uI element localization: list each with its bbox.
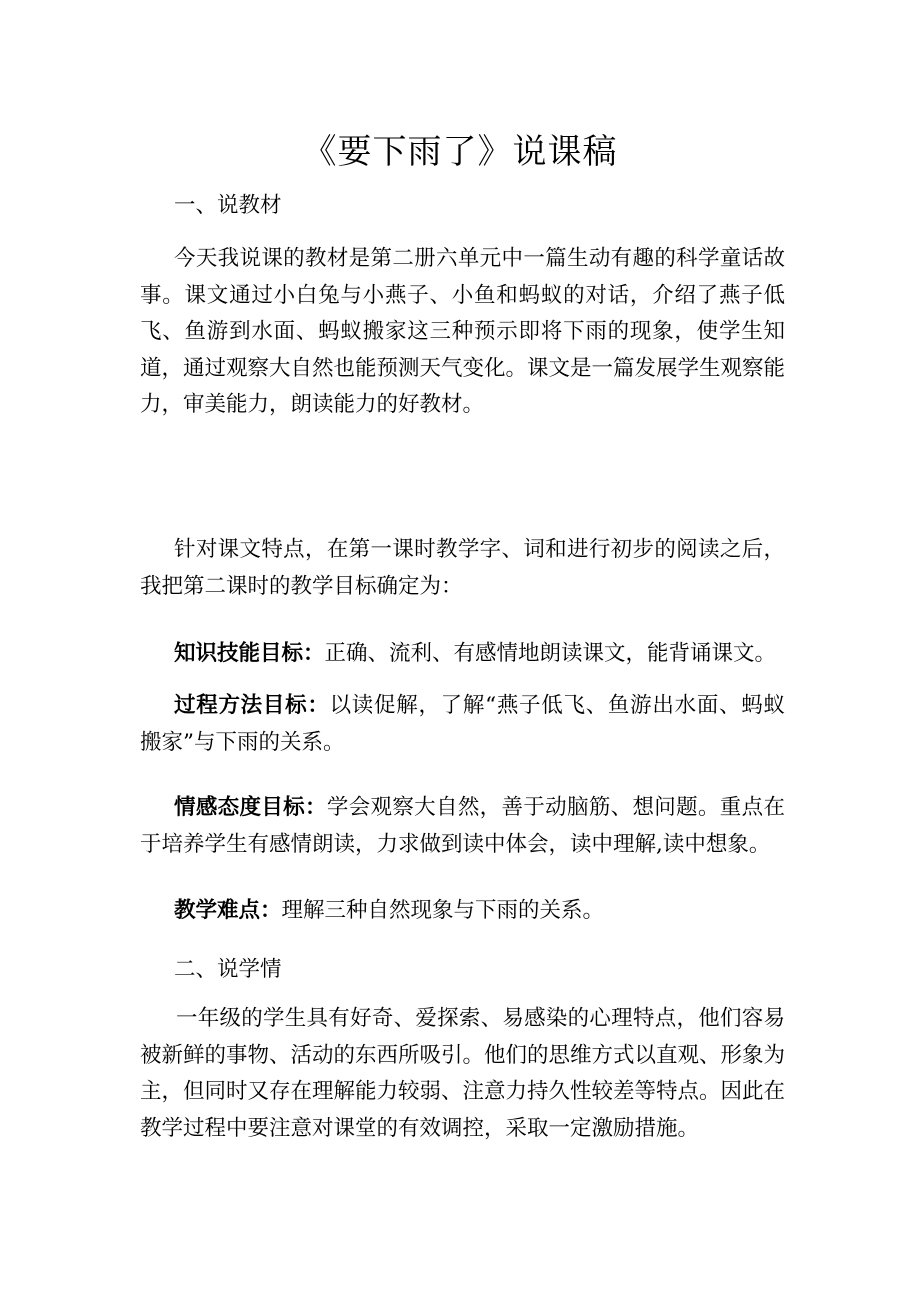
goal-emotion-attitude [140, 790, 785, 863]
goal-knowledge-skills [140, 636, 785, 673]
section-heading-textbook: 一、说教材 [174, 193, 282, 218]
goal-text: 学会观察大自然，善于动脑筋、想问题。重点在于培养学生有感情朗读，力求做到读中体会，读中理解,读中想象。 [140, 795, 785, 857]
paragraph-students: 一年级的学生具有好奇、爱探索、易感染的心理特点，他们容易被新鲜的事物、活动的东西所吸引。他们的思维方式以直观、形象为主，但同时又存在理解能力较弱、注意力持久性较差等特点。因此在教学过程中要注意对课堂的有效调控，采取一定激励措施。 [140, 1006, 786, 1141]
goal-teaching-difficulty [140, 893, 785, 930]
goal-process-method [140, 688, 785, 761]
section-heading-students: 二、说学情 [174, 957, 282, 982]
goal-text: 理解三种自然现象与下雨的关系。 [281, 898, 605, 923]
goal-label: 过程方法目标： [174, 693, 330, 718]
document-title: 《要下雨了》说课稿 [302, 132, 618, 172]
goal-text: 正确、流利、有感情地朗读课文，能背诵课文。 [324, 641, 777, 666]
paragraph-teaching-goals-intro: 针对课文特点，在第一课时教学字、词和进行初步的阅读之后，我把第二课时的教学目标确定为： [140, 537, 785, 599]
goal-text: 以读促解，了解“燕子低飞、鱼游出水面、蚂蚁搬家”与下雨的关系。 [140, 693, 785, 755]
goal-label: 教学难点： [174, 898, 282, 923]
paragraph-textbook-intro: 今天我说课的教材是第二册六单元中一篇生动有趣的科学童话故事。课文通过小白兔与小燕子、小鱼和蚂蚁的对话，介绍了燕子低飞、鱼游到水面、蚂蚁搬家这三种预示即将下雨的现象，使学生知道，通过观察大自然也能预测天气变化。课文是一篇发展学生观察能力，审美能力，朗读能力的好教材。 [140, 246, 786, 418]
goal-label: 情感态度目标： [174, 795, 327, 820]
goal-label: 知识技能目标： [174, 641, 325, 666]
